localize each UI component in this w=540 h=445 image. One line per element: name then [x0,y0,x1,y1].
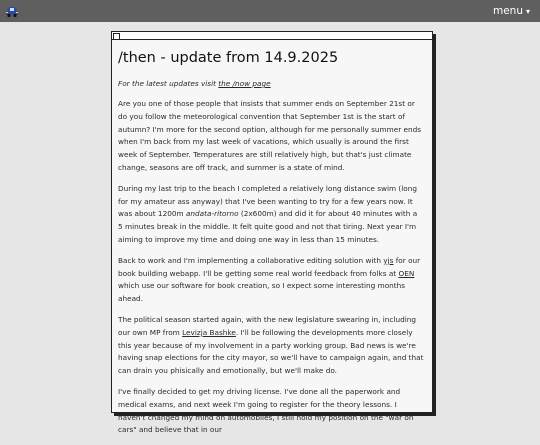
text-span: . I'll be following the developments more closely this year because of my involvement in a party working group. Bad news is we're having snap elections for the city mayor, so we'll have to campaign again, and that can drain you phisically and emotionally, but we'll make do. [118,327,424,376]
text-span: (2x600m) and did it for about 40 minutes with a 5 minutes break in the middle. It felt quite good and not that tiring. Next year I'm aiming to improve my time and doing one way in less than 15 minutes. [118,209,418,244]
top-navbar [0,0,540,22]
window-box-icon [113,33,120,40]
paragraph-work [118,255,424,306]
oen-link[interactable]: OEN [398,268,415,278]
lead-text: For the latest updates visit [118,79,219,88]
menu-button[interactable] [493,3,530,20]
paragraph-driving: I've finally decided to get my driving license. I've done all the paperwork and medical exams, and next week I'm going to register for the theory lessons. I haven't changed my mind on automobiles, I still hold my position on the "war on cars" and believe that in our [118,386,414,435]
card-title-strip [112,32,432,40]
text-span: Back to work and I'm implementing a collaborative editing solution with [118,255,384,265]
chevron-down-icon: ▾ [525,7,530,16]
text-span: which use our software for book creation, so I expect some interesting months ahead. [118,281,406,304]
post-content [118,48,424,445]
paragraph-politics [118,314,424,378]
text-span: for our book building webapp. I'll be getting some real world feedback from folks at [118,255,421,278]
paragraph-summer: Are you one of those people that insists that summer ends on September 21st or do you follow the meteorological convention that September 1st is the start of autumn? I'm more for the second option, although for me personally summer ends when I'm back from my last week of vacations, which usually is around the first week of September. Temperatures are still relatively high, but that's just climate change, seasons are off track, and summer is a state of mind. [118,99,422,172]
post-card [111,31,433,435]
paragraph-swim [118,183,424,247]
post-title: /then - update from 14.9.2025 [118,50,339,66]
car-logo-icon[interactable] [4,3,20,19]
post-lead [118,78,424,90]
emphasis-text: andata-ritorno [185,209,239,219]
levizja-bashke-link[interactable]: Levizja Bashke [182,327,236,337]
text-span: During my last trip to the beach I completed a relatively long distance swim (long for my amateur ass anyway) that I've been wanting to try for a few years now. It was about 1200m [118,183,418,219]
menu-label: menu [492,5,523,17]
text-span: The political season started again, with the new legislature swearing in, including our own MP from [118,314,416,337]
yjs-link[interactable]: yjs [383,255,394,265]
now-page-link[interactable]: the /now page [218,79,271,88]
